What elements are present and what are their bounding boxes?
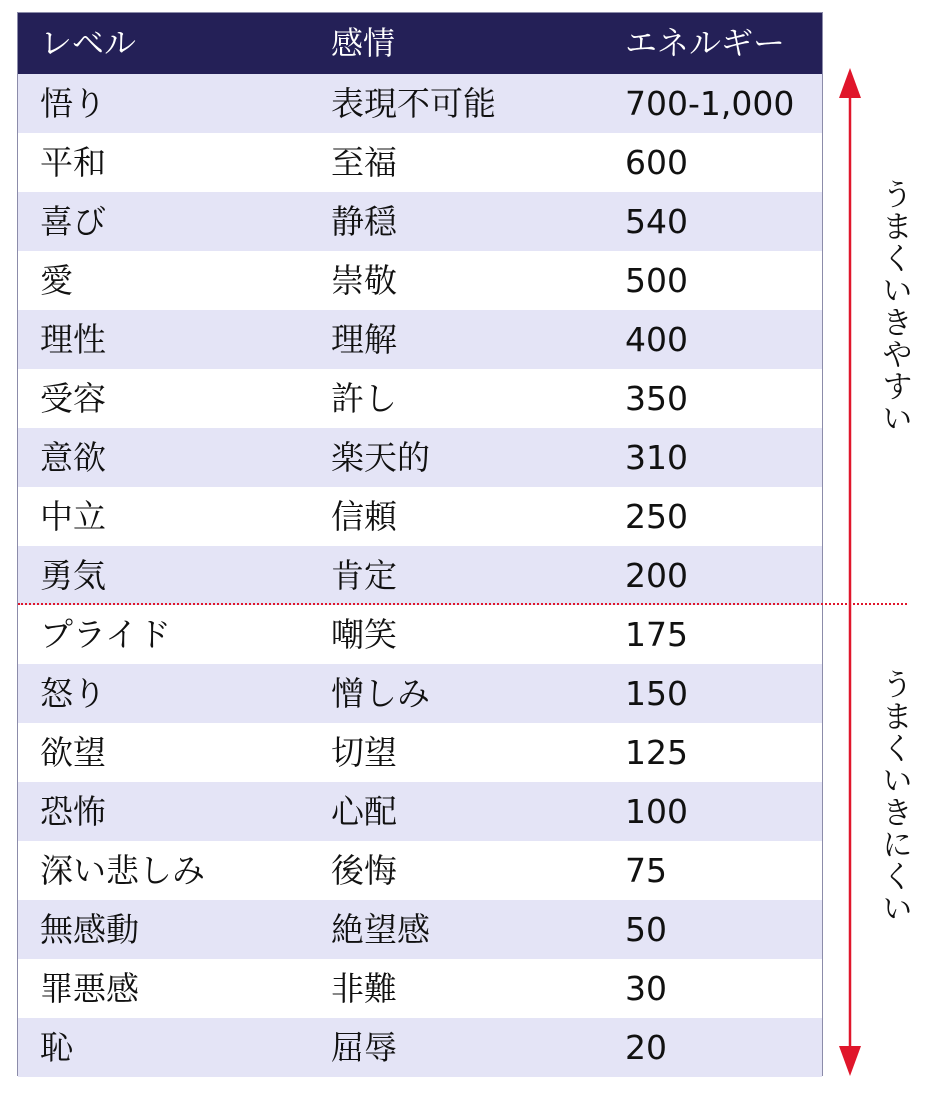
table-row (18, 664, 822, 723)
emotion-cell: 憎しみ (331, 674, 430, 713)
threshold-divider-line (18, 603, 907, 605)
table-row (18, 74, 822, 133)
emotion-cell: 絶望感 (331, 910, 430, 949)
emotion-cell: 静穏 (331, 202, 397, 241)
label-unlikely-to-succeed: うまくいきにくい (876, 668, 912, 924)
level-cell: プライド (40, 615, 172, 654)
energy-cell: 100 (625, 792, 688, 831)
level-cell: 愛 (40, 261, 73, 300)
table-row (18, 782, 822, 841)
emotion-cell: 心配 (331, 792, 397, 831)
energy-cell: 540 (625, 202, 688, 241)
table-row (18, 723, 822, 782)
table-row (18, 428, 822, 487)
level-cell: 恥 (40, 1028, 73, 1067)
emotion-cell: 切望 (331, 733, 397, 772)
level-cell: 罪悪感 (40, 969, 139, 1008)
energy-cell: 600 (625, 143, 688, 182)
table-row (18, 900, 822, 959)
emotion-cell: 非難 (331, 969, 397, 1008)
emotion-cell: 至福 (331, 143, 397, 182)
table-row (18, 1018, 822, 1077)
emotion-cell: 崇敬 (331, 261, 397, 300)
double-headed-arrow-icon (820, 68, 880, 1078)
table-row (18, 310, 822, 369)
arrow-head-down (839, 1046, 861, 1076)
table-row (18, 546, 822, 605)
emotion-cell: 屈辱 (331, 1028, 397, 1067)
header-energy: エネルギー (625, 24, 786, 62)
level-cell: 意欲 (40, 438, 106, 477)
arrow-head-up (839, 68, 861, 98)
energy-cell: 400 (625, 320, 688, 359)
table-row (18, 959, 822, 1018)
energy-cell: 310 (625, 438, 688, 477)
table-row (18, 369, 822, 428)
emotion-cell: 信頼 (331, 497, 397, 536)
level-cell: 欲望 (40, 733, 106, 772)
emotion-cell: 許し (331, 379, 397, 418)
header-emotion: 感情 (331, 24, 396, 62)
level-cell: 中立 (40, 497, 106, 536)
header-level: レベル (40, 24, 137, 62)
energy-cell: 700-1,000 (625, 84, 795, 123)
level-cell: 怒り (40, 674, 106, 713)
level-cell: 悟り (40, 84, 106, 123)
energy-cell: 75 (625, 851, 667, 890)
energy-cell: 30 (625, 969, 667, 1008)
energy-cell: 175 (625, 615, 688, 654)
table-row (18, 251, 822, 310)
emotion-energy-table (17, 12, 823, 1076)
emotion-cell: 理解 (331, 320, 397, 359)
level-cell: 受容 (40, 379, 106, 418)
emotion-cell: 後悔 (331, 851, 397, 890)
emotion-cell: 楽天的 (331, 438, 430, 477)
energy-cell: 500 (625, 261, 688, 300)
label-likely-to-succeed: うまくいきやすい (876, 178, 912, 434)
emotion-cell: 肯定 (331, 556, 397, 595)
table-row (18, 133, 822, 192)
energy-cell: 350 (625, 379, 688, 418)
table-header-row (18, 13, 822, 74)
emotion-cell: 表現不可能 (331, 84, 496, 123)
level-cell: 理性 (40, 320, 106, 359)
table-row (18, 605, 822, 664)
level-cell: 深い悲しみ (40, 851, 205, 890)
table-row (18, 487, 822, 546)
emotion-cell: 嘲笑 (331, 615, 397, 654)
level-cell: 喜び (40, 202, 106, 241)
level-cell: 平和 (40, 143, 106, 182)
energy-cell: 200 (625, 556, 688, 595)
energy-cell: 125 (625, 733, 688, 772)
level-cell: 勇気 (40, 556, 106, 595)
level-cell: 恐怖 (40, 792, 106, 831)
energy-cell: 20 (625, 1028, 667, 1067)
table-row (18, 841, 822, 900)
energy-cell: 250 (625, 497, 688, 536)
table-row (18, 192, 822, 251)
level-cell: 無感動 (40, 910, 139, 949)
energy-cell: 50 (625, 910, 667, 949)
energy-cell: 150 (625, 674, 688, 713)
